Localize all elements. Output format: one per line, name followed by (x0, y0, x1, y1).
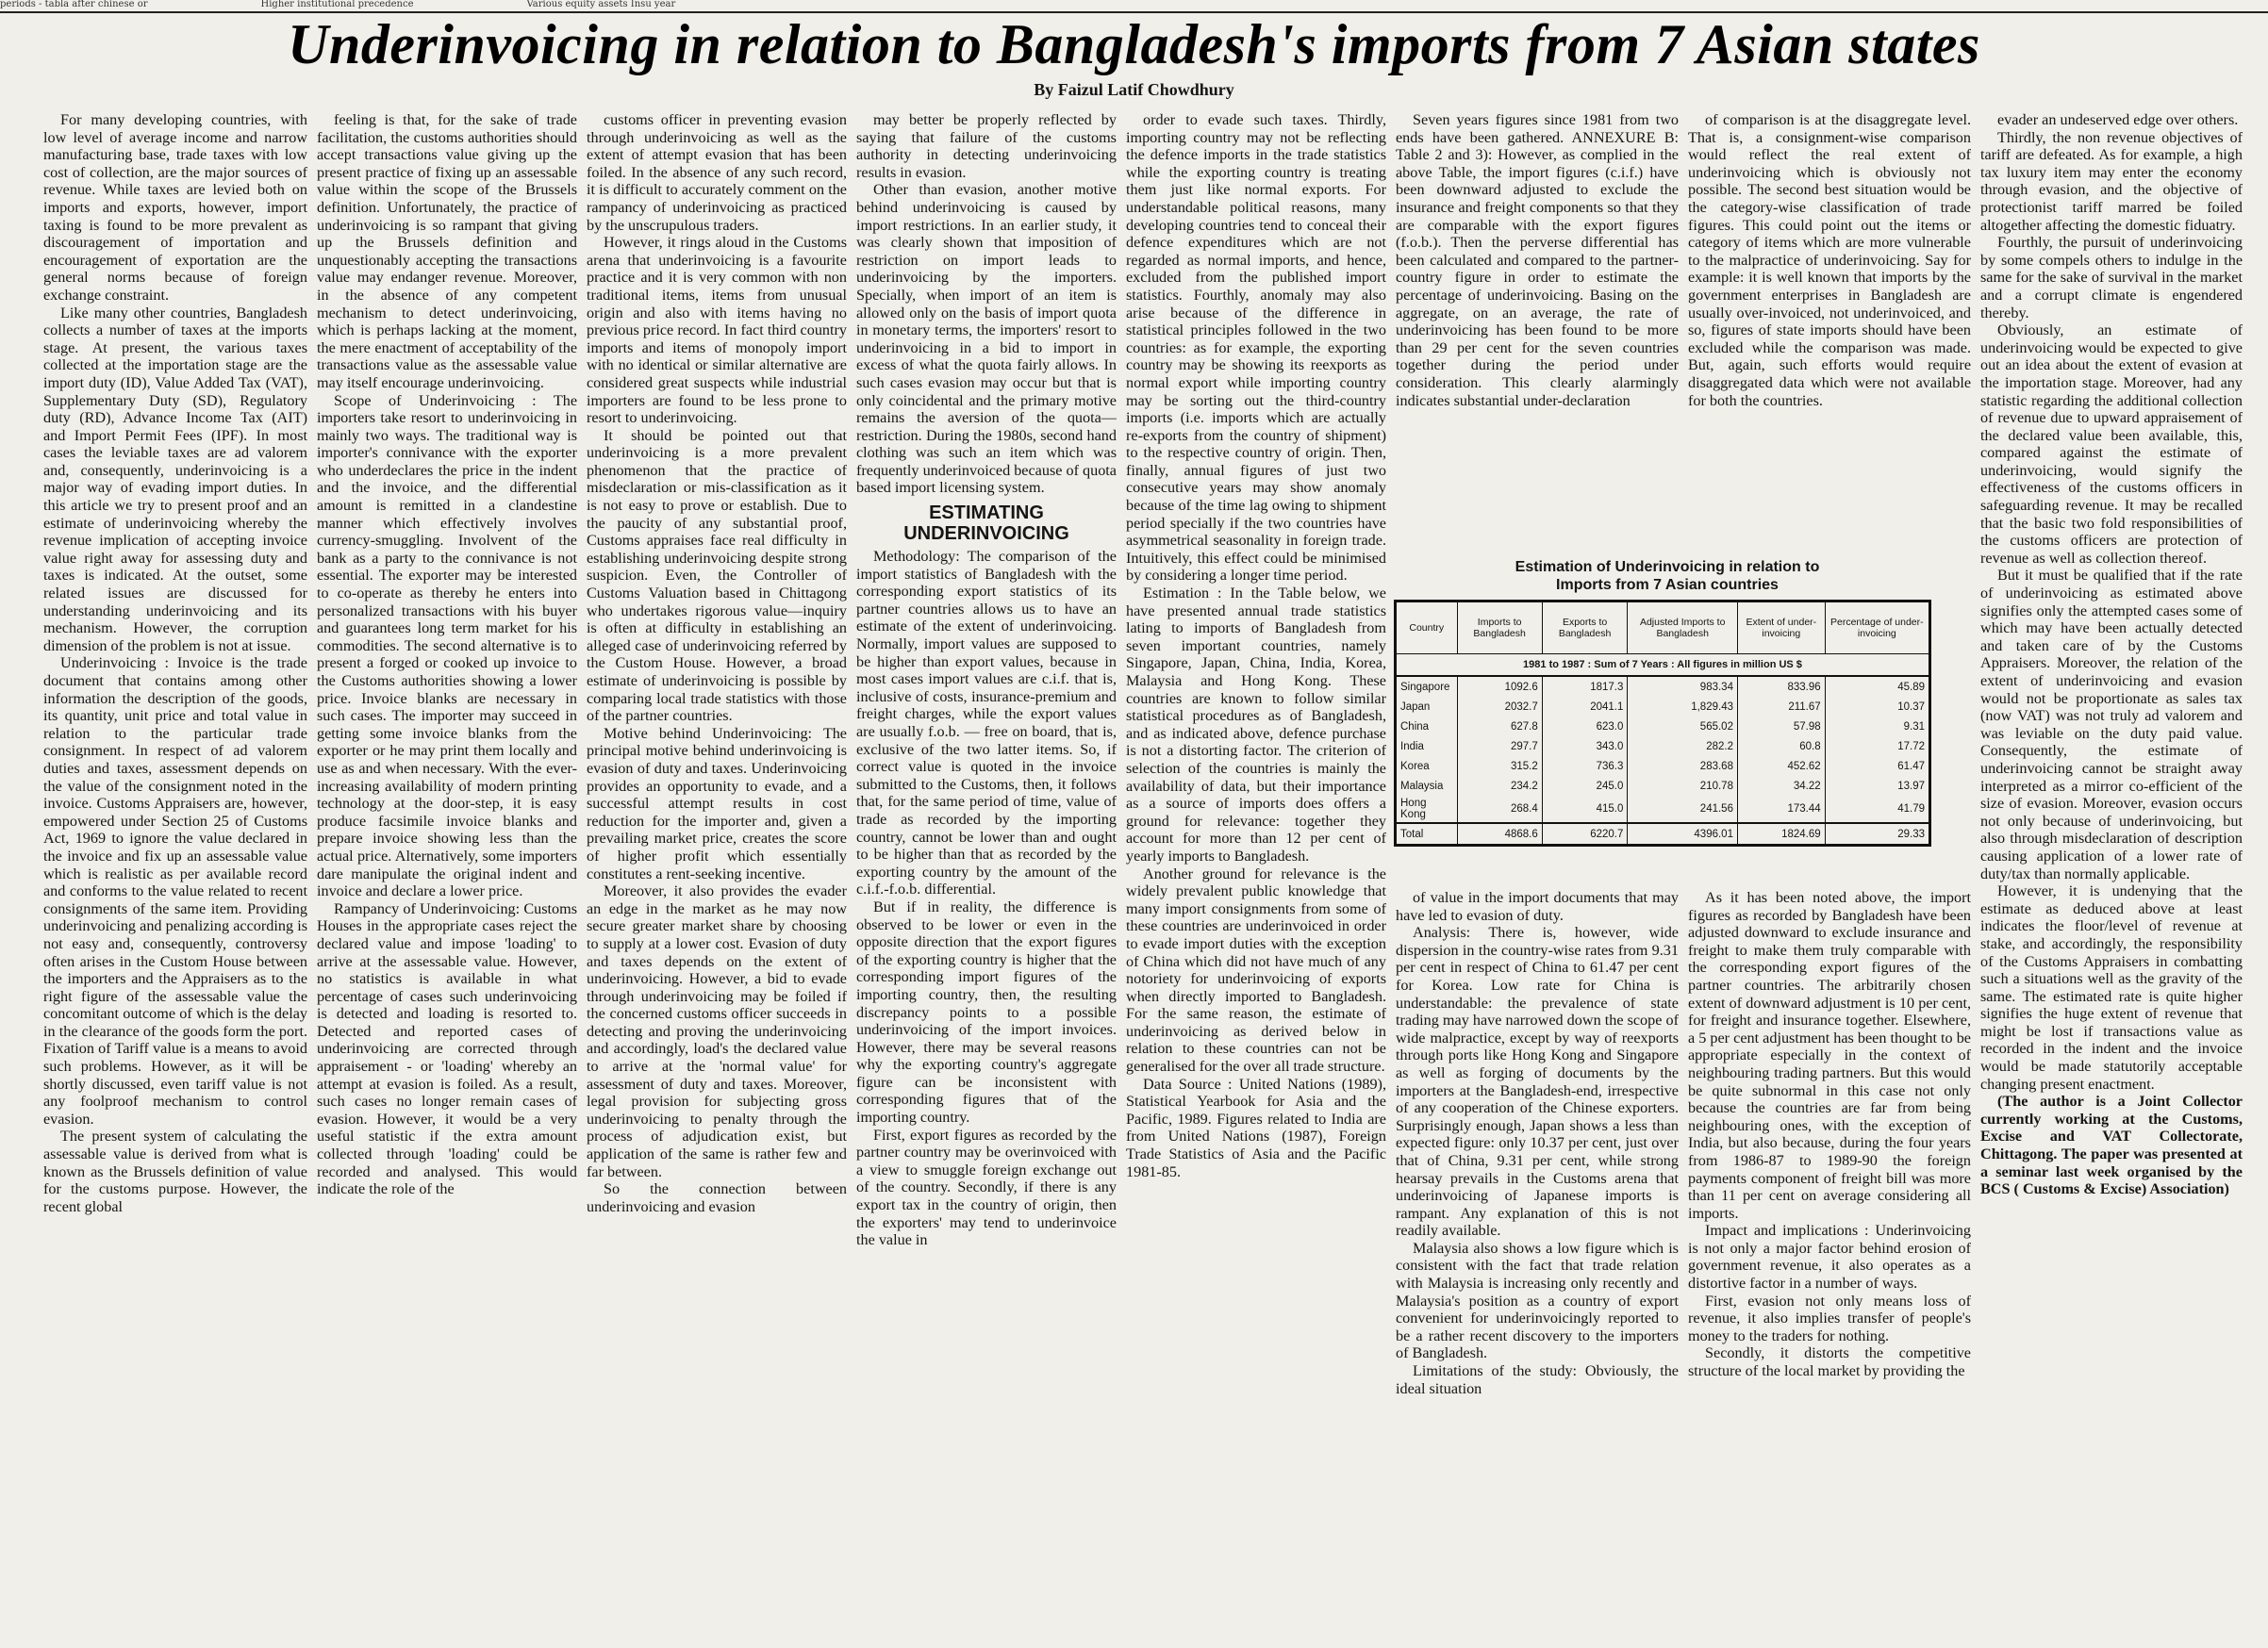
table-header-cell: Percentage of under-invoicing (1825, 602, 1929, 654)
paragraph: of comparison is at the disaggregate level. That is, a consignment-wise comparison would reflect the real extent of underinvoicing which is obviously not possible. The second best situation would be the category-wise classification of trade figures. This could point out the items or category of items which are more vulnerable to the malpractice of underinvoicing. Say for example: it is well known that imports by the government enterprises in Bangladesh are usually over-invoiced, not underinvoiced, and so, figures of state imports should have been excluded while the comparison was made. But, again, such efforts would require disaggregated data which were not available for both the countries. (1688, 111, 1971, 409)
table-value-cell: 57.98 (1737, 717, 1825, 736)
paragraph: Underinvoicing : Invoice is the trade document that contains among other information the description of the goods, its quantity, unit price and total value in relation to the particular trade consignment. In respect of ad valorem duties and taxes, assessment depends on the value of the consignment noted in the invoice. Customs Appraisers are, however, empowered under Section 25 of Customs Act, 1969 to ignore the value declared in the invoice and fix up an assessable value which is realistic as per available record and conforms to the value related to recent consignments of the same item. Providing underinvoicing and penalizing according is not easy and, consequently, controversy often arises in the Custom House between the importers and the Appraisers as to the right figure of the assessable value the concomitant outcome of which is the delay in the clearance of the goods form the port. Fixation of Tariff value is a means to avoid such problems. However, as it will be shortly discussed, even tariff value is not any foolproof mechanism to control evasion. (43, 654, 307, 1128)
table-value-cell: 415.0 (1542, 796, 1628, 823)
table-value-cell: 234.2 (1457, 776, 1542, 796)
paragraph: (The author is a Joint Collector currently working at the Customs, Excise and VAT Collectorate, Chittagong. The paper was presented at a seminar last week organised by the BCS ( Customs & Excise) Association) (1980, 1093, 2243, 1198)
table-value-cell: 211.67 (1737, 697, 1825, 717)
paragraph: Impact and implications : Underinvoicing is not only a major factor behind erosion of government revenue, it also operates as a distortive factor in a number of ways. (1688, 1222, 1971, 1293)
table-row (1396, 756, 1930, 776)
estimation-table-box (1394, 558, 1941, 881)
paragraph: But it must be qualified that if the rate of underinvoicing as estimated above signifies only the attempted cases some of which may have been actually detected and taken care of by the Customs Appraisers. Moreover, the relation of the extent of underinvoicing and evasion would not be proportionate as sales tax (now VAT) was not truly ad valorem and was leviable on the duty paid value. Consequently, the estimate of underinvoicing cannot be straight away interpreted as a mirror co-efficient of the size of evasion. Moreover, evasion occurs not only because of underinvoicing, but also through misdeclaration of description causing application of a lower rate of duty/tax than normally applicable. (1980, 567, 2243, 882)
table-value-cell: 17.72 (1825, 736, 1929, 756)
headline: Underinvoicing in relation to Bangladesh's imports from 7 Asian states (288, 13, 1980, 75)
table-value-cell: 1817.3 (1542, 676, 1628, 697)
table-value-cell: 34.22 (1737, 776, 1825, 796)
paragraph: Data Source : United Nations (1989), Statistical Yearbook for Asia and the Pacific, 1989. Figures related to India are from United Nations (1987), Foreign Trade Statistics of Asia and the Pacific 1981-85. (1126, 1075, 1386, 1180)
article-column-4 (856, 111, 1117, 1639)
table-header-cell: Imports to Bangladesh (1457, 602, 1542, 654)
paragraph: But if in reality, the difference is observed to be lower or even in the opposite direction that the export figures of the exporting country is higher that the corresponding import figures of the importing country, then, the resulting discrepancy points to a possible underinvoicing of the import invoices. However, there may be several reasons why the exporting country's aggregate figure can be inconsistent with corresponding figures that of the importing country. (856, 898, 1117, 1127)
table-value-cell: 173.44 (1737, 796, 1825, 823)
table-value-cell: 6220.7 (1542, 823, 1628, 846)
paragraph: evader an undeserved edge over others. (1997, 111, 2239, 128)
table-value-cell: 61.47 (1825, 756, 1929, 776)
table-country-cell: Hong Kong (1396, 796, 1458, 823)
table-country-cell: Korea (1396, 756, 1458, 776)
table-title (1394, 558, 1941, 594)
table-header-cell: Country (1396, 602, 1458, 654)
table-value-cell: 29.33 (1825, 823, 1929, 846)
paragraph: Malaysia also shows a low figure which is consistent with the fact that trade relation with Malaysia is increasing only recently and Malaysia's position as a country of export convenient for underinvoicingly reported to be a rather recent discovery to the importers of Bangladesh. (1396, 1239, 1679, 1362)
article-column-8 (1980, 111, 2243, 1639)
paragraph: However, it rings aloud in the Customs arena that underinvoicing is a favourite practice and it is very common with non traditional items, items from unusual origin and also with items having no previous price record. In fact third country imports and items of monopoly import with no identical or similar alternative are considered great suspects while industrial importers are found to be less prone to resort to underinvoicing. (587, 234, 847, 427)
paragraph: However, it is undenying that the estimate as deduced above at least indicates the floor/level of revenue at stake, and accordingly, the responsibility of the Customs Appraisers in combatting such a situations well as the gravity of the same. The estimated rate is quite higher signifies the huge extent of revenue that might be lost if transactions value as recorded in the indent and the invoice would be made statutorily acceptable changing present enactment. (1980, 882, 2243, 1093)
paragraph: customs officer in preventing evasion through underinvoicing as well as the extent of attempt evasion that has been foiled. In the absence of any such record, it is difficult to accurately comment on the rampancy of underinvoicing as practiced by the unscrupulous traders. (587, 111, 847, 234)
article-column-7 (1688, 111, 1971, 554)
table-value-cell: 1,829.43 (1628, 697, 1738, 717)
article-column-6-lower (1396, 889, 1679, 1639)
table-value-cell: 343.0 (1542, 736, 1628, 756)
top-strip-text: Various equity assets Insu year (526, 0, 676, 9)
table-country-cell: India (1396, 736, 1458, 756)
table-value-cell: 315.2 (1457, 756, 1542, 776)
estimation-table (1394, 600, 1931, 847)
paragraph: Obviously, an estimate of underinvoicing would be expected to give out an idea about the extent of evasion at the importation stage. Moreover, had any statistic regarding the additional collection of revenue due to upward appraisement of the declared value been available, this, compared against the estimate of underinvoicing, would signify the effectiveness of the customs officers in safeguarding revenue. It may be recalled that the basic two fold responsibilities of the customs officers are protection of revenue as well as collection thereof. (1980, 321, 2243, 567)
table-title-line-1: Estimation of Underinvoicing in relation to (1515, 559, 1820, 575)
paragraph: Moreover, it also provides the evader an edge in the market as he may now secure greater market share by choosing to supply at a lower cost. Evasion of duty and taxes depends on the extent of underinvoicing. However, a bid to evade through underinvoicing may be foiled if the concerned customs officer succeeds in detecting and proving the underinvoicing and accordingly, load's the declared value to arrive at the 'normal value' for assessment of duty and taxes. Moreover, legal provision for subjecting gross underinvoicing to penalty through the process of adjudication exist, but application of the same is rather few and far between. (587, 882, 847, 1180)
table-value-cell: 245.0 (1542, 776, 1628, 796)
table-value-cell: 565.02 (1628, 717, 1738, 736)
table-value-cell: 13.97 (1825, 776, 1929, 796)
table-value-cell: 241.56 (1628, 796, 1738, 823)
table-row (1396, 776, 1930, 796)
table-value-cell: 9.31 (1825, 717, 1929, 736)
table-value-cell: 45.89 (1825, 676, 1929, 697)
table-row (1396, 697, 1930, 717)
paragraph: So the connection between underinvoicing and evasion (587, 1180, 847, 1215)
table-row (1396, 823, 1930, 846)
article-column-7-lower (1688, 889, 1971, 1639)
article-column-3 (587, 111, 847, 1639)
table-note-row (1396, 654, 1930, 677)
table-value-cell: 452.62 (1737, 756, 1825, 776)
table-country-cell: Malaysia (1396, 776, 1458, 796)
article-column-1 (43, 111, 307, 1639)
paragraph: order to evade such taxes. Thirdly, importing country may not be reflecting the defence imports in the trade statistics while the exporting country is treating them just like normal exports. For understandable political reasons, many developing countries tend to conceal their defence expenditures which are not regarded as normal imports, and hence, excluded from the published import statistics. Fourthly, anomaly may also arise because of the difference in statistical principles followed in the two countries: as for example, the exporting country may be showing its reexports as normal export while importing country may be sorting out the third-country imports (i.e. imports which are actually re-exports from the country of shipment) to the respective country of origin. Then, finally, annual figures of just two consecutive years may show anomaly because of the time lag owing to shipment period specially if the two countries have asymmetrical seasonality in foreign trade. Intuitively, this effect could be minimised by considering a longer time period. (1126, 111, 1386, 585)
table-value-cell: 736.3 (1542, 756, 1628, 776)
paragraph: Motive behind Underinvoicing: The principal motive behind underinvoicing is evasion of duty and taxes. Underinvoicing provides an opportunity to evade, and a successful attempt results in cost reduction for the importer and, given a prevailing market price, creates the score of higher profit which essentially constitutes a rent-seeking incentive. (587, 724, 847, 882)
paragraph: Rampancy of Underinvoicing: Customs Houses in the appropriate cases reject the declared value and impose 'loading' to arrive at the assessable value. However, no statistics is available in what percentage of cases such underinvoicing is detected and loading is resorted to. Detected and reported cases of underinvoicing are corrected through appraisement - or 'loading' whereby an attempt at evasion is foiled. As a result, such cases no longer remain cases of evasion. However, it would be a very useful statistic if the extra amount collected through 'loading' could be recorded and analysed. This would indicate the role of the (317, 899, 577, 1198)
table-value-cell: 282.2 (1628, 736, 1738, 756)
table-value-cell: 1824.69 (1737, 823, 1825, 846)
table-country-cell: Singapore (1396, 676, 1458, 697)
section-heading: ESTIMATING UNDERINVOICING (903, 503, 1069, 545)
table-country-cell: China (1396, 717, 1458, 736)
paragraph: As it has been noted above, the import figures as recorded by Bangladesh have been adjusted downward to exclude insurance and freight to make them truly comparable with the corresponding export figures of the partner countries. The arbitrarily chosen extent of downward adjustment is 10 per cent, for freight and insurance together. Elsewhere, a 5 per cent adjustment has been thought to be appropriate especially in the context of neighbouring trading partners. But this would be quite subnormal in this case not only because the countries are far from being neighbouring ones, with the exception of India, but also because, during the four years from 1986-87 to 1989-90 the foreign payments component of freight bill was more than 11 per cent on average considering all imports. (1688, 889, 1971, 1222)
paragraph: Scope of Underinvoicing : The importers take resort to underinvoicing in mainly two ways. The traditional way is importer's connivance with the exporter who underdeclares the price in the indent and the invoice, and the differential amount is remitted in a clandestine manner which effectively involves currency-smuggling. Involvent of the bank as a party to the connivance is not essential. The exporter may be interested to co-operate as thereby he enters into personalized transactions with his buyer and guarantees long term market for his commodities. The second alternative is to present a forged or cooked up invoice to the Customs authorities showing a lower price. Invoice blanks are necessary in such cases. The importer may succeed in getting some invoice blanks from the exporter or he may print them locally and use as and when necessary. With the ever-increasing availability of modern printing technology at the door-step, it is easy produce facsimile invoice blanks and prepare invoice showing less than the actual price. Alternatively, some importers dare manipulate the original indent and invoice and declare a lower price. (317, 391, 577, 900)
paragraph: of value in the import documents that may have led to evasion of duty. (1396, 889, 1679, 924)
article-column-2 (317, 111, 577, 1639)
table-country-cell: Japan (1396, 697, 1458, 717)
paragraph: Another ground for relevance is the widely prevalent public knowledge that many import consignments from some of these countries are underinvoiced in order to evade import duties with the exception of China which did not have much of any notoriety for underinvoicing of exports when directly imported to Bangladesh. For the same reason, the estimate of underinvoicing as derived below in relation to these countries can not be generalised for the over all trade structure. (1126, 865, 1386, 1076)
table-value-cell: 623.0 (1542, 717, 1628, 736)
paragraph: Estimation : In the Table below, we have presented annual trade statistics lating to imports of Bangladesh from seven important countries, namely Singapore, Japan, China, India, Korea, Malaysia and Hong Kong. These countries are known to follow similar statistical procedures as of Bangladesh, and as indicated above, defence purchase is not a distorting factor. The criterion of selection of the countries is mainly the availability of data, but their importance as a source of imports does offers a ground for relevance: together they account for more than 12 per cent of yearly imports to Bangladesh. (1126, 585, 1386, 865)
top-strip-text: Higher institutional precedence (260, 0, 414, 9)
table-value-cell: 2041.1 (1542, 697, 1628, 717)
table-header-cell: Adjusted Imports to Bangladesh (1628, 602, 1738, 654)
table-note: 1981 to 1987 : Sum of 7 Years : All figures in million US $ (1396, 654, 1930, 677)
paragraph: Thirdly, the non revenue objectives of tariff are defeated. As for example, a high tax luxury item may enter the economy through evasion, and the objective of protectionist tariff marred be foiled altogether affecting the domestic fiduatry. (1980, 128, 2243, 234)
table-value-cell: 268.4 (1457, 796, 1542, 823)
table-title-line-2: Imports from 7 Asian countries (1556, 577, 1779, 593)
table-header-cell: Exports to Bangladesh (1542, 602, 1628, 654)
table-row (1396, 717, 1930, 736)
paragraph: Fourthly, the pursuit of underinvoicing by some compels others to indulge in the same for the sake of survival in the market and a corrupt climate is engendered thereby. (1980, 234, 2243, 321)
table-value-cell: 210.78 (1628, 776, 1738, 796)
table-row (1396, 736, 1930, 756)
top-strip-text: periods - tabla after chinese or (0, 0, 148, 9)
table-row (1396, 796, 1930, 823)
table-value-cell: 60.8 (1737, 736, 1825, 756)
table-row (1396, 676, 1930, 697)
table-value-cell: 1092.6 (1457, 676, 1542, 697)
paragraph: Like many other countries, Bangladesh collects a number of taxes at the imports stage. At present, the various taxes collected at the importation stage are the import duty (ID), Value Added Tax (VAT), Supplementary Duty (SD), Regulatory duty (RD), Advance Income Tax (AIT) and Import Permit Fees (IPF). In most cases the leviable taxes are ad valorem and, consequently, underinvoicing is a major way of evading import duties. In this article we try to present proof and an estimate of underinvoicing whereby the revenue implication of accepting invoice value right away for assessing duty and taxes is indicated. At the outset, some related issues are discussed for understanding underinvoicing and its mechanism. However, the corruption dimension of the problem is not at issue. (43, 304, 307, 654)
paragraph: Seven years figures since 1981 from two ends have been gathered. ANNEXURE B: Table 2 and 3): However, as complied in the above Table, the import figures (c.i.f.) have been downward adjusted to exclude the insurance and freight components so that they are comparable with the export figures (f.o.b.). Then the perverse differential has been calculated and compared to the partner-country figure in order to estimate the percentage of underinvoicing. Basing on the aggregate, on an average, the rate of underinvoicing has been found to be more than 29 per cent for the seven countries together during the period under consideration. This clearly alarmingly indicates substantial under-declaration (1396, 111, 1679, 409)
paragraph: For many developing countries, with low level of average income and narrow manufacturing base, trade taxes with low cost of collection, are the major sources of revenue. While taxes are levied both on imports and exports, however, import taxing is found to be more prevalent as discouragement of importation and encouragement of exportation are the general norms because of foreign exchange constraint. (43, 111, 307, 304)
paragraph: Secondly, it distorts the competitive structure of the local market by providing the (1688, 1344, 1971, 1380)
paragraph: may better be properly reflected by saying that failure of the customs authority in detecting underinvoicing results in evasion. (856, 111, 1117, 181)
table-value-cell: 2032.7 (1457, 697, 1542, 717)
paragraph: The present system of calculating the assessable value is derived from what is known as the Brussels definition of value for the customs purpose. However, the recent global (43, 1128, 307, 1215)
paragraph: Limitations of the study: Obviously, the ideal situation (1396, 1362, 1679, 1397)
table-value-cell: 833.96 (1737, 676, 1825, 697)
paragraph: First, evasion not only means loss of revenue, it also implies transfer of people's money to the traders for nothing. (1688, 1292, 1971, 1344)
table-value-cell: 283.68 (1628, 756, 1738, 776)
article-column-6 (1396, 111, 1679, 554)
article-column-5 (1126, 111, 1386, 1639)
table-value-cell: 4868.6 (1457, 823, 1542, 846)
paragraph: Analysis: There is, however, wide dispersion in the country-wise rates from 9.31 per cent in respect of China to 61.47 per cent for Korea. Low rate for China is understandable: the prevalence of state trading may have narrowed down the scope of wide malpractice, except by way of reexports through ports like Hong Kong and Singapore as well as forging of documents by the importers at the Bangladesh-end, irrespective of any cooperation of the Chinese exporters. Surprisingly enough, Japan shows a less than expected figure: only 10.37 per cent, just over that of China, 9.31 per cent, while strong hearsay prevails in the Customs arena that underinvoicing of Japanese imports is rampant. Any explanation of this is not readily available. (1396, 924, 1679, 1240)
paragraph: It should be pointed out that underinvoicing is a more prevalent phenomenon that the practice of misdeclaration or mis-classification as it is not easy to prove or establish. Due to the paucity of any substantial proof, Customs appraises face real difficulty in establishing underinvoicing despite strong suspicion. Even, the Controller of Customs Valuation based in Chittagong who undertakes rigorous value—inquiry is often at difficulty in establishing an alleged case of underinvoicing referred by the Custom House. However, a broad estimate of underinvoicing is possible by comparing local trade statistics with those of the partner countries. (587, 426, 847, 725)
table-value-cell: 297.7 (1457, 736, 1542, 756)
table-value-cell: 627.8 (1457, 717, 1542, 736)
table-header-cell: Extent of under-invoicing (1737, 602, 1825, 654)
table-country-cell: Total (1396, 823, 1458, 846)
table-value-cell: 10.37 (1825, 697, 1929, 717)
paragraph: Methodology: The comparison of the import statistics of Bangladesh with the corresponding export statistics of its partner countries allows us to have an estimate of the extent of underinvoicing. Normally, import values are supposed to be higher than export values, because in most cases import values are c.i.f. that is, inclusive of costs, insurance-premium and freight charges, while the export values are usually f.o.b. — free on board, that is, exclusive of the two latter items. So, if correct value is quoted in the invoice submitted to the Customs, then, it follows that, for the same period of time, value of trade as recorded by the importing country, cannot be lower than and ought to be higher than that as recorded by the exporting country by the amount of the c.i.f.-f.o.b. differential. (856, 548, 1117, 898)
table-value-cell: 983.34 (1628, 676, 1738, 697)
paragraph: Other than evasion, another motive behind underinvoicing is caused by import restrictions. In an earlier study, it was clearly shown that imposition of restriction on import leads to underinvoicing by the importers. Specially, when import of an item is allowed only on the basis of import quota in monetary terms, the importers' resort to underinvoicing in a bid to import in excess of what the quota fairly allows. In such cases evasion may occur but that is only coincidental and the primary motive remains the aversion of the quota—restriction. During the 1980s, second hand clothing was such an item which was frequently underinvoiced because of quota based import licensing system. (856, 181, 1117, 497)
byline: By Faizul Latif Chowdhury (1034, 80, 1234, 99)
table-value-cell: 41.79 (1825, 796, 1929, 823)
paragraph: feeling is that, for the sake of trade facilitation, the customs authorities should accept transactions value giving up the present practice of fixing up an assessable value within the scope of the Brussels definition. Unfortunately, the practice of underinvoicing is so rampant that giving up the Brussels definition and unquestionably accepting the transactions value may endanger revenue. Moreover, in the absence of any competent mechanism to detect underinvoicing, which is perhaps lacking at the moment, the mere enactment of acceptability of the transactions value as the assessable value may itself encourage underinvoicing. (317, 111, 577, 391)
paragraph: First, export figures as recorded by the partner country may be overinvoiced with a view to smuggle foreign exchange out of the country. Secondly, if there is any export tax in the country of origin, then the exporters' may tend to underinvoice the value in (856, 1126, 1117, 1249)
table-value-cell: 4396.01 (1628, 823, 1738, 846)
